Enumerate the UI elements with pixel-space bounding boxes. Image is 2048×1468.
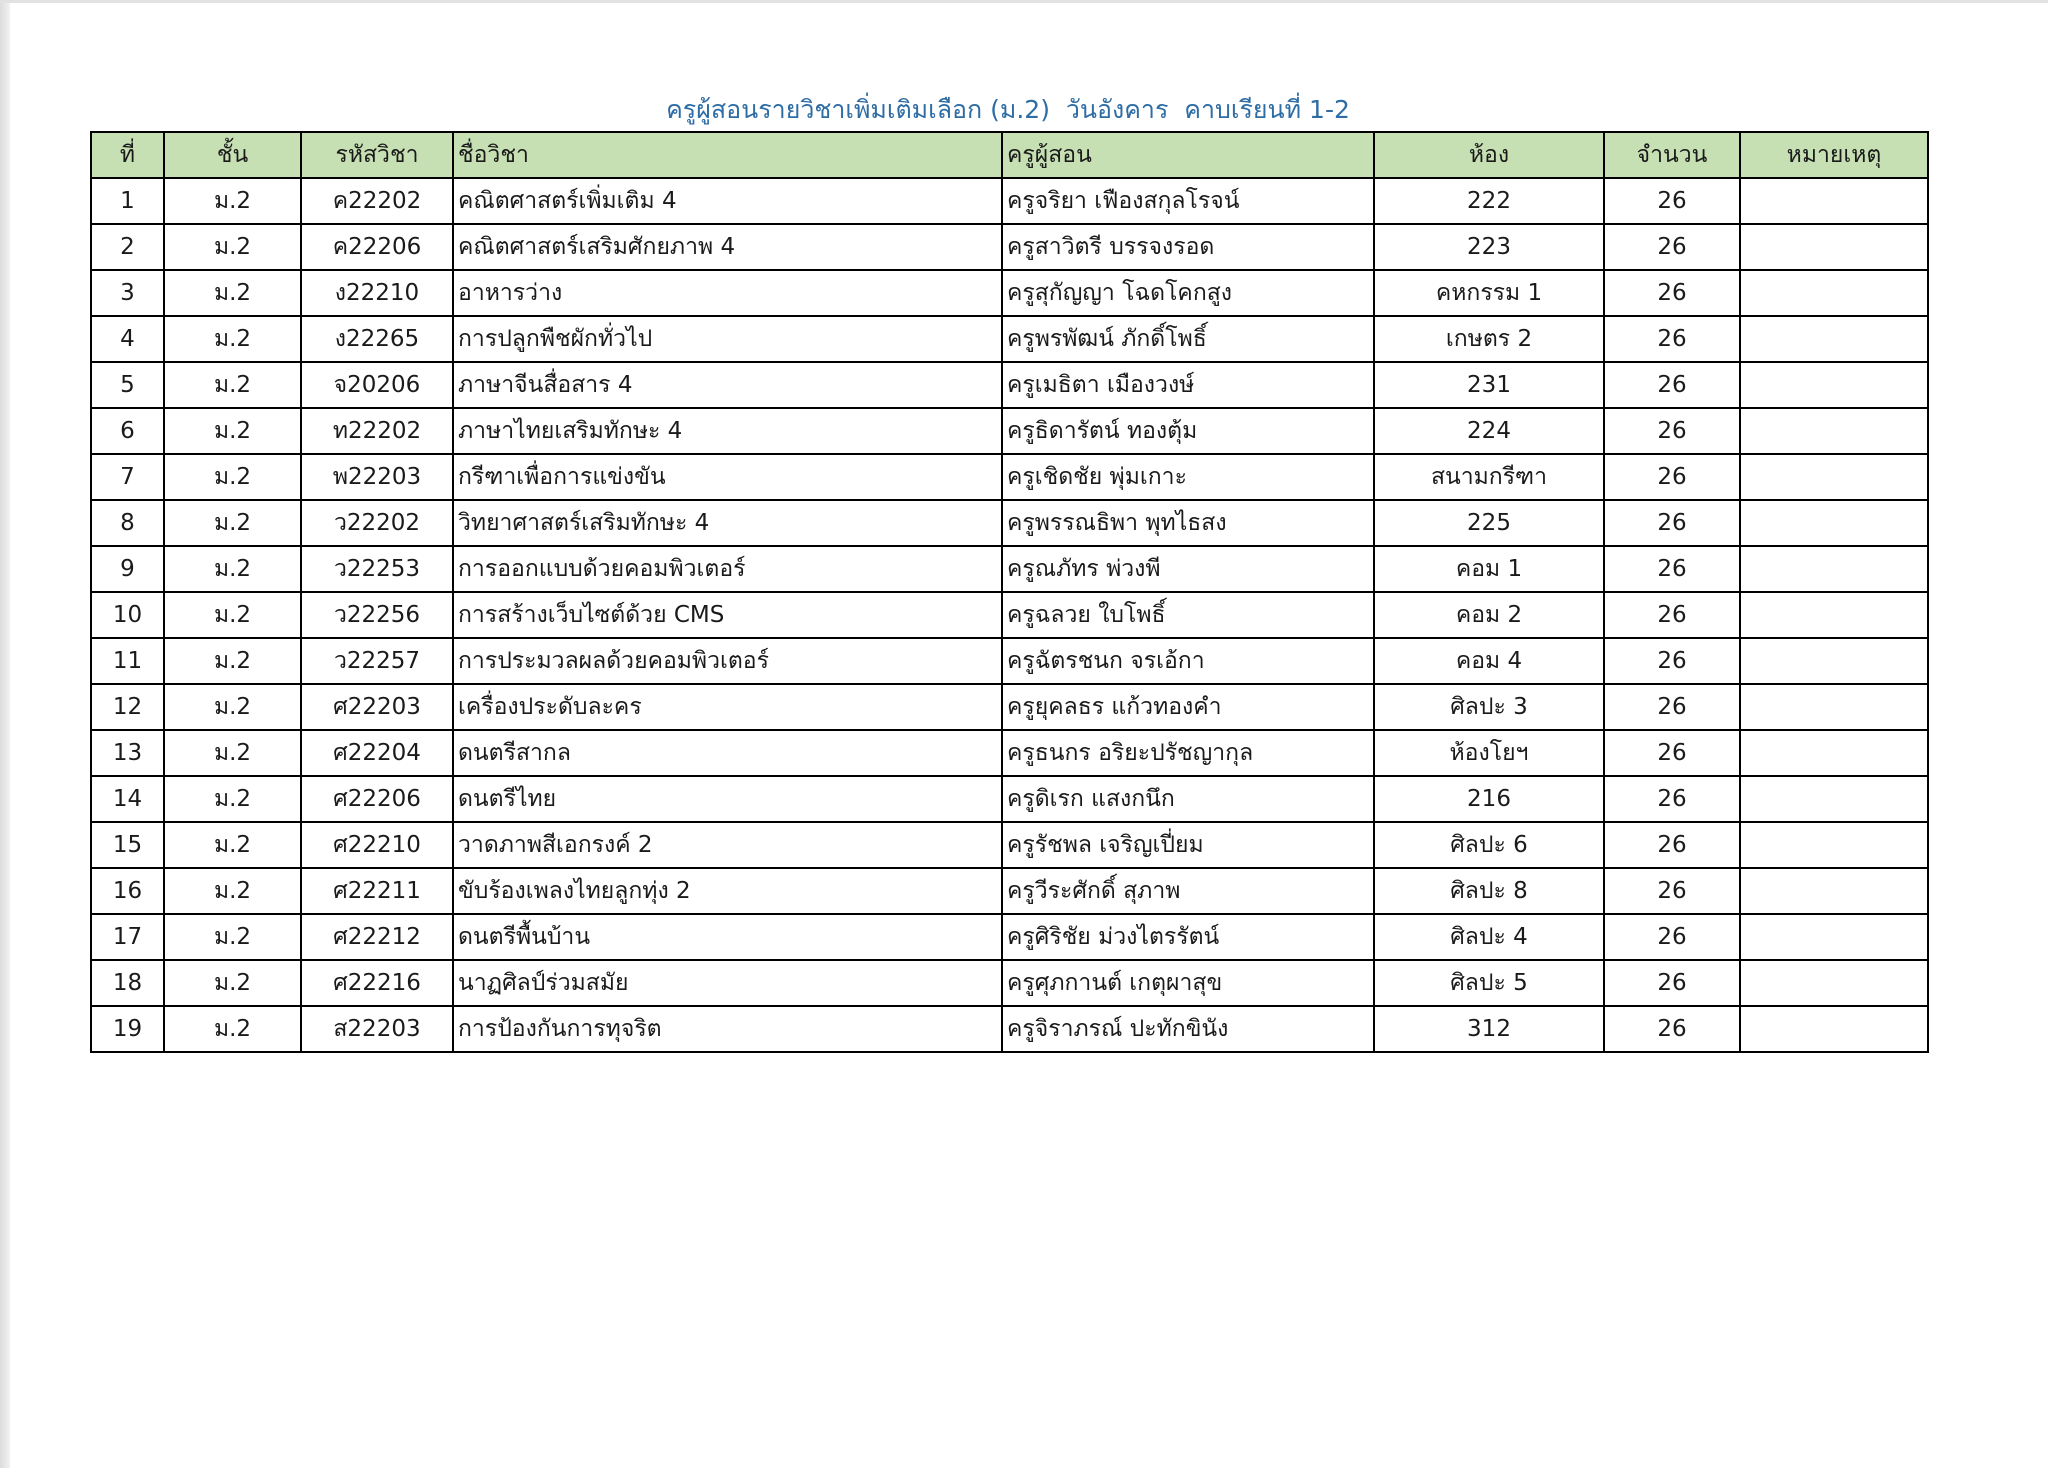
cell-room: ห้องโยฯ [1374, 730, 1604, 776]
cell-room: 224 [1374, 408, 1604, 454]
cell-code: ว22253 [301, 546, 453, 592]
cell-count: 26 [1604, 500, 1740, 546]
cell-room: 312 [1374, 1006, 1604, 1052]
header-subject: ชื่อวิชา [453, 132, 1002, 178]
cell-room: คอม 4 [1374, 638, 1604, 684]
cell-note [1740, 316, 1928, 362]
cell-count: 26 [1604, 454, 1740, 500]
cell-note [1740, 868, 1928, 914]
cell-subject: ขับร้องเพลงไทยลูกทุ่ง 2 [453, 868, 1002, 914]
cell-subject: วาดภาพสีเอกรงค์ 2 [453, 822, 1002, 868]
cell-teacher: ครูเชิดชัย พุ่มเกาะ [1002, 454, 1374, 500]
cell-no: 19 [91, 1006, 164, 1052]
cell-note [1740, 1006, 1928, 1052]
document-title: ครูผู้สอนรายวิชาเพิ่มเติมเลือก (ม.2) วันอังคาร คาบเรียนที่ 1-2 [666, 95, 1350, 124]
cell-count: 26 [1604, 730, 1740, 776]
cell-code: ว22257 [301, 638, 453, 684]
cell-teacher: ครูวีระศักดิ์ สุภาพ [1002, 868, 1374, 914]
cell-no: 18 [91, 960, 164, 1006]
cell-code: ศ22210 [301, 822, 453, 868]
cell-level: ม.2 [164, 868, 301, 914]
cell-count: 26 [1604, 592, 1740, 638]
cell-count: 26 [1604, 1006, 1740, 1052]
cell-room: คอม 2 [1374, 592, 1604, 638]
cell-code: ศ22211 [301, 868, 453, 914]
table-row [91, 730, 1928, 776]
cell-note [1740, 500, 1928, 546]
cell-level: ม.2 [164, 362, 301, 408]
cell-teacher: ครูศุภกานต์ เกตุผาสุข [1002, 960, 1374, 1006]
cell-teacher: ครูยุคลธร แก้วทองคำ [1002, 684, 1374, 730]
cell-level: ม.2 [164, 638, 301, 684]
table-row [91, 684, 1928, 730]
cell-subject: ดนตรีสากล [453, 730, 1002, 776]
header-no: ที่ [91, 132, 164, 178]
table-row [91, 638, 1928, 684]
header-room: ห้อง [1374, 132, 1604, 178]
table-row [91, 408, 1928, 454]
cell-subject: อาหารว่าง [453, 270, 1002, 316]
cell-no: 4 [91, 316, 164, 362]
cell-teacher: ครูธิดารัตน์ ทองตุ้ม [1002, 408, 1374, 454]
cell-code: ว22256 [301, 592, 453, 638]
cell-teacher: ครูพรรณธิพา พุทไธสง [1002, 500, 1374, 546]
cell-level: ม.2 [164, 592, 301, 638]
cell-room: 222 [1374, 178, 1604, 224]
cell-count: 26 [1604, 224, 1740, 270]
cell-note [1740, 546, 1928, 592]
table-row [91, 592, 1928, 638]
cell-room: คอม 1 [1374, 546, 1604, 592]
cell-teacher: ครูสุกัญญา โฉดโคกสูง [1002, 270, 1374, 316]
cell-no: 14 [91, 776, 164, 822]
cell-no: 3 [91, 270, 164, 316]
cell-code: ศ22216 [301, 960, 453, 1006]
cell-count: 26 [1604, 776, 1740, 822]
cell-count: 26 [1604, 178, 1740, 224]
cell-level: ม.2 [164, 546, 301, 592]
table-row [91, 454, 1928, 500]
cell-count: 26 [1604, 960, 1740, 1006]
cell-subject: ภาษาไทยเสริมทักษะ 4 [453, 408, 1002, 454]
cell-subject: ดนตรีพื้นบ้าน [453, 914, 1002, 960]
cell-teacher: ครูดิเรก แสงกนึก [1002, 776, 1374, 822]
cell-level: ม.2 [164, 270, 301, 316]
table-row [91, 362, 1928, 408]
cell-count: 26 [1604, 408, 1740, 454]
cell-code: ท22202 [301, 408, 453, 454]
elective-teacher-table [90, 131, 1929, 1053]
cell-no: 5 [91, 362, 164, 408]
cell-room: 225 [1374, 500, 1604, 546]
cell-count: 26 [1604, 914, 1740, 960]
cell-room: คหกรรม 1 [1374, 270, 1604, 316]
cell-teacher: ครูสาวิตรี บรรจงรอด [1002, 224, 1374, 270]
cell-room: 223 [1374, 224, 1604, 270]
cell-subject: การป้องกันการทุจริต [453, 1006, 1002, 1052]
page-shadow-top [0, 0, 2048, 3]
table-row [91, 178, 1928, 224]
header-note: หมายเหตุ [1740, 132, 1928, 178]
cell-teacher: ครูพรพัฒน์ ภักดิ์โพธิ์ [1002, 316, 1374, 362]
cell-note [1740, 684, 1928, 730]
header-level: ชั้น [164, 132, 301, 178]
page-shadow-left [0, 0, 10, 1468]
cell-teacher: ครูณภัทร พ่วงพี [1002, 546, 1374, 592]
cell-no: 16 [91, 868, 164, 914]
cell-code: ศ22212 [301, 914, 453, 960]
cell-room: 231 [1374, 362, 1604, 408]
cell-subject: นาฏศิลป์ร่วมสมัย [453, 960, 1002, 1006]
cell-count: 26 [1604, 638, 1740, 684]
cell-count: 26 [1604, 546, 1740, 592]
cell-code: ง22210 [301, 270, 453, 316]
cell-level: ม.2 [164, 316, 301, 362]
cell-no: 11 [91, 638, 164, 684]
cell-no: 7 [91, 454, 164, 500]
cell-note [1740, 454, 1928, 500]
table-body [91, 178, 1928, 1052]
cell-level: ม.2 [164, 224, 301, 270]
cell-level: ม.2 [164, 454, 301, 500]
cell-code: ค22206 [301, 224, 453, 270]
cell-code: ศ22203 [301, 684, 453, 730]
cell-subject: วิทยาศาสตร์เสริมทักษะ 4 [453, 500, 1002, 546]
table-header-row [91, 132, 1928, 178]
cell-count: 26 [1604, 316, 1740, 362]
cell-subject: เครื่องประดับละคร [453, 684, 1002, 730]
cell-level: ม.2 [164, 1006, 301, 1052]
cell-subject: การสร้างเว็บไซต์ด้วย CMS [453, 592, 1002, 638]
cell-teacher: ครูธนกร อริยะปรัชญากุล [1002, 730, 1374, 776]
cell-note [1740, 730, 1928, 776]
cell-note [1740, 224, 1928, 270]
cell-level: ม.2 [164, 730, 301, 776]
cell-no: 15 [91, 822, 164, 868]
cell-room: ศิลปะ 4 [1374, 914, 1604, 960]
cell-room: สนามกรีฑา [1374, 454, 1604, 500]
cell-no: 12 [91, 684, 164, 730]
cell-level: ม.2 [164, 960, 301, 1006]
cell-count: 26 [1604, 362, 1740, 408]
cell-note [1740, 638, 1928, 684]
cell-no: 9 [91, 546, 164, 592]
table-row [91, 546, 1928, 592]
cell-code: ส22203 [301, 1006, 453, 1052]
cell-note [1740, 178, 1928, 224]
cell-code: พ22203 [301, 454, 453, 500]
cell-level: ม.2 [164, 822, 301, 868]
table-row [91, 776, 1928, 822]
table-row [91, 868, 1928, 914]
cell-note [1740, 960, 1928, 1006]
cell-count: 26 [1604, 270, 1740, 316]
cell-code: ค22202 [301, 178, 453, 224]
header-teacher: ครูผู้สอน [1002, 132, 1374, 178]
cell-note [1740, 914, 1928, 960]
cell-room: ศิลปะ 3 [1374, 684, 1604, 730]
cell-no: 10 [91, 592, 164, 638]
cell-no: 13 [91, 730, 164, 776]
cell-subject: การปลูกพืชผักทั่วไป [453, 316, 1002, 362]
cell-level: ม.2 [164, 684, 301, 730]
cell-teacher: ครูรัชพล เจริญเปี่ยม [1002, 822, 1374, 868]
cell-code: ง22265 [301, 316, 453, 362]
cell-no: 2 [91, 224, 164, 270]
cell-subject: ดนตรีไทย [453, 776, 1002, 822]
cell-no: 6 [91, 408, 164, 454]
cell-count: 26 [1604, 822, 1740, 868]
cell-teacher: ครูจิราภรณ์ ปะทักขินัง [1002, 1006, 1374, 1052]
cell-subject: กรีฑาเพื่อการแข่งขัน [453, 454, 1002, 500]
cell-no: 1 [91, 178, 164, 224]
table-row [91, 500, 1928, 546]
cell-count: 26 [1604, 868, 1740, 914]
cell-level: ม.2 [164, 500, 301, 546]
cell-no: 8 [91, 500, 164, 546]
cell-note [1740, 592, 1928, 638]
cell-teacher: ครูเมธิตา เมืองวงษ์ [1002, 362, 1374, 408]
cell-note [1740, 362, 1928, 408]
cell-code: ว22202 [301, 500, 453, 546]
cell-room: ศิลปะ 6 [1374, 822, 1604, 868]
cell-level: ม.2 [164, 914, 301, 960]
cell-note [1740, 822, 1928, 868]
cell-code: ศ22204 [301, 730, 453, 776]
cell-room: ศิลปะ 5 [1374, 960, 1604, 1006]
cell-level: ม.2 [164, 178, 301, 224]
table-row [91, 914, 1928, 960]
header-count: จำนวน [1604, 132, 1740, 178]
cell-teacher: ครูฉลวย ใบโพธิ์ [1002, 592, 1374, 638]
cell-room: เกษตร 2 [1374, 316, 1604, 362]
table-row [91, 1006, 1928, 1052]
cell-code: ศ22206 [301, 776, 453, 822]
cell-room: 216 [1374, 776, 1604, 822]
cell-count: 26 [1604, 684, 1740, 730]
table-row [91, 960, 1928, 1006]
table-row [91, 270, 1928, 316]
cell-level: ม.2 [164, 776, 301, 822]
header-code: รหัสวิชา [301, 132, 453, 178]
cell-note [1740, 408, 1928, 454]
cell-subject: การออกแบบด้วยคอมพิวเตอร์ [453, 546, 1002, 592]
cell-subject: คณิตศาสตร์เสริมศักยภาพ 4 [453, 224, 1002, 270]
cell-subject: คณิตศาสตร์เพิ่มเติม 4 [453, 178, 1002, 224]
cell-level: ม.2 [164, 408, 301, 454]
cell-note [1740, 776, 1928, 822]
table-row [91, 822, 1928, 868]
cell-teacher: ครูศิริชัย ม่วงไตรรัตน์ [1002, 914, 1374, 960]
cell-teacher: ครูฉัตรชนก จรเอ้กา [1002, 638, 1374, 684]
cell-room: ศิลปะ 8 [1374, 868, 1604, 914]
table-row [91, 316, 1928, 362]
cell-code: จ20206 [301, 362, 453, 408]
cell-note [1740, 270, 1928, 316]
table-row [91, 224, 1928, 270]
cell-teacher: ครูจริยา เฟืองสกุลโรจน์ [1002, 178, 1374, 224]
cell-no: 17 [91, 914, 164, 960]
cell-subject: การประมวลผลด้วยคอมพิวเตอร์ [453, 638, 1002, 684]
cell-subject: ภาษาจีนสื่อสาร 4 [453, 362, 1002, 408]
